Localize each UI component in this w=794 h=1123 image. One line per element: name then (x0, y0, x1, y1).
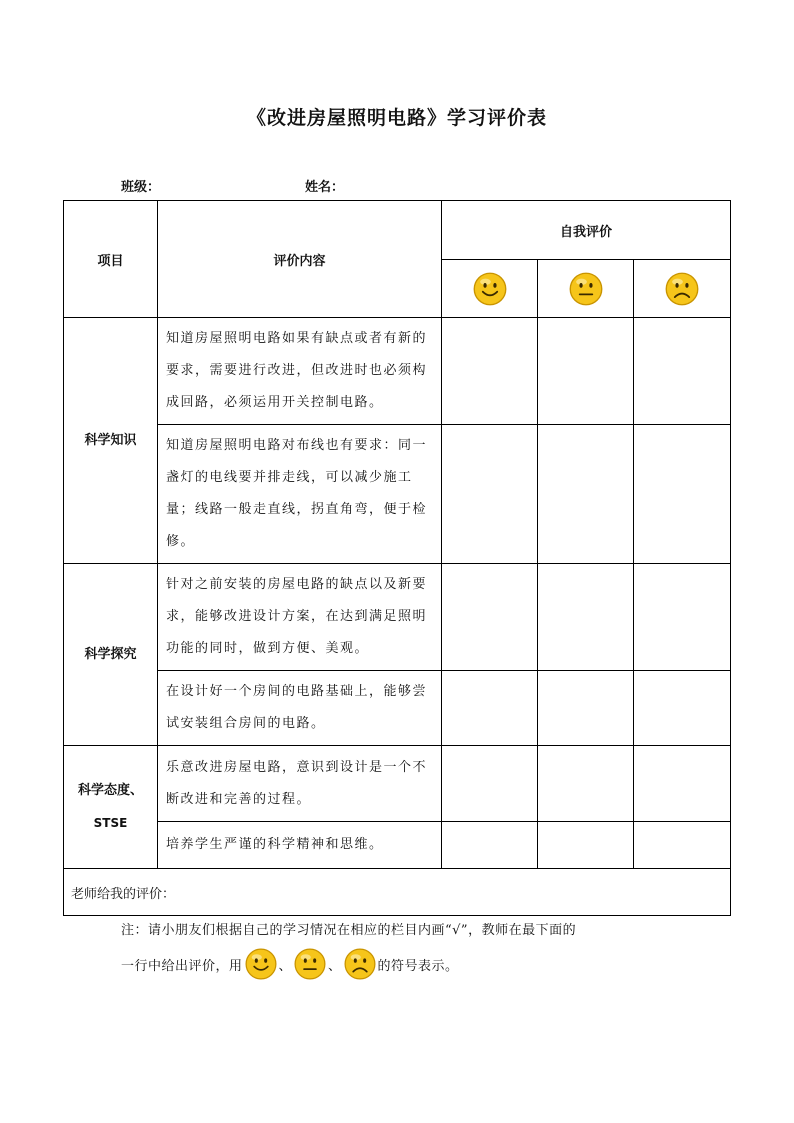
note-line-1: 注：请小朋友们根据自己的学习情况在相应的栏目内画“√”，教师在最下面的 (121, 923, 577, 938)
header-project: 项目 (64, 201, 158, 318)
rating-cell[interactable] (442, 671, 538, 746)
neutral-icon (568, 271, 604, 307)
category-sublabel: STSE (93, 816, 128, 830)
rating-cell[interactable] (538, 746, 634, 822)
note-line-2 (121, 946, 459, 982)
teacher-evaluation-cell[interactable] (64, 869, 731, 916)
rating-cell[interactable] (634, 671, 731, 746)
rating-cell[interactable] (442, 746, 538, 822)
note-separator: 、 (328, 958, 342, 974)
note-suffix: 的符号表示。 (377, 958, 459, 974)
rating-cell[interactable] (538, 671, 634, 746)
criteria-cell: 知道房屋照明电路如果有缺点或者有新的要求，需要进行改进，但改进时也必须构成回路，必须运用开关控制电路。 (158, 318, 442, 425)
table-row (64, 746, 731, 822)
rating-cell[interactable] (442, 318, 538, 425)
page-title: 《改进房屋照明电路》学习评价表 (246, 107, 547, 129)
criteria-cell: 在设计好一个房间的电路基础上，能够尝试安装组合房间的电路。 (158, 671, 442, 746)
rating-cell[interactable] (634, 564, 731, 671)
frown-icon (664, 271, 700, 307)
criteria-cell: 知道房屋照明电路对布线也有要求：同一盏灯的电线要并排走线，可以减少施工量；线路一般走直线，拐直角弯，便于检修。 (158, 425, 442, 564)
neutral-icon (293, 947, 327, 981)
category-science-inquiry (64, 564, 158, 746)
table-row (64, 822, 731, 869)
teacher-evaluation-row (64, 869, 731, 916)
criteria-cell: 针对之前安装的房屋电路的缺点以及新要求，能够改进设计方案，在达到满足照明功能的同时，做到方便、美观。 (158, 564, 442, 671)
rating-cell[interactable] (442, 564, 538, 671)
category-science-knowledge (64, 318, 158, 564)
rating-cell[interactable] (634, 746, 731, 822)
rating-cell[interactable] (538, 318, 634, 425)
table-row (64, 564, 731, 671)
header-content: 评价内容 (158, 201, 442, 318)
smile-icon (472, 271, 508, 307)
rating-cell[interactable] (538, 425, 634, 564)
header-face-frown (634, 260, 731, 318)
criteria-cell: 培养学生严谨的科学精神和思维。 (158, 822, 442, 869)
note-separator: 、 (278, 958, 293, 974)
rating-cell[interactable] (442, 425, 538, 564)
criteria-cell: 乐意改进房屋电路，意识到设计是一个不断改进和完善的过程。 (158, 746, 442, 822)
category-science-attitude (64, 746, 158, 869)
rating-cell[interactable] (634, 822, 731, 869)
table-row (64, 671, 731, 746)
teacher-evaluation-label: 老师给我的评价： (71, 886, 176, 902)
category-label: 科学态度、 (77, 783, 143, 798)
table-row (64, 318, 731, 425)
smile-icon (244, 947, 278, 981)
table-row (64, 425, 731, 564)
note-prefix: 一行中给出评价，用 (121, 958, 243, 974)
class-label: 班级： (121, 180, 161, 195)
rating-cell[interactable] (634, 425, 731, 564)
rating-cell[interactable] (538, 564, 634, 671)
evaluation-table (63, 200, 731, 916)
rating-cell[interactable] (442, 822, 538, 869)
rating-cell[interactable] (634, 318, 731, 425)
header-face-smile (442, 260, 538, 318)
rating-cell[interactable] (538, 822, 634, 869)
header-self-evaluation: 自我评价 (442, 201, 731, 260)
category-label: 科学知识 (84, 432, 137, 448)
frown-icon (343, 947, 377, 981)
header-face-neutral (538, 260, 634, 318)
name-label: 姓名： (305, 180, 345, 195)
category-label: 科学探究 (84, 646, 137, 662)
